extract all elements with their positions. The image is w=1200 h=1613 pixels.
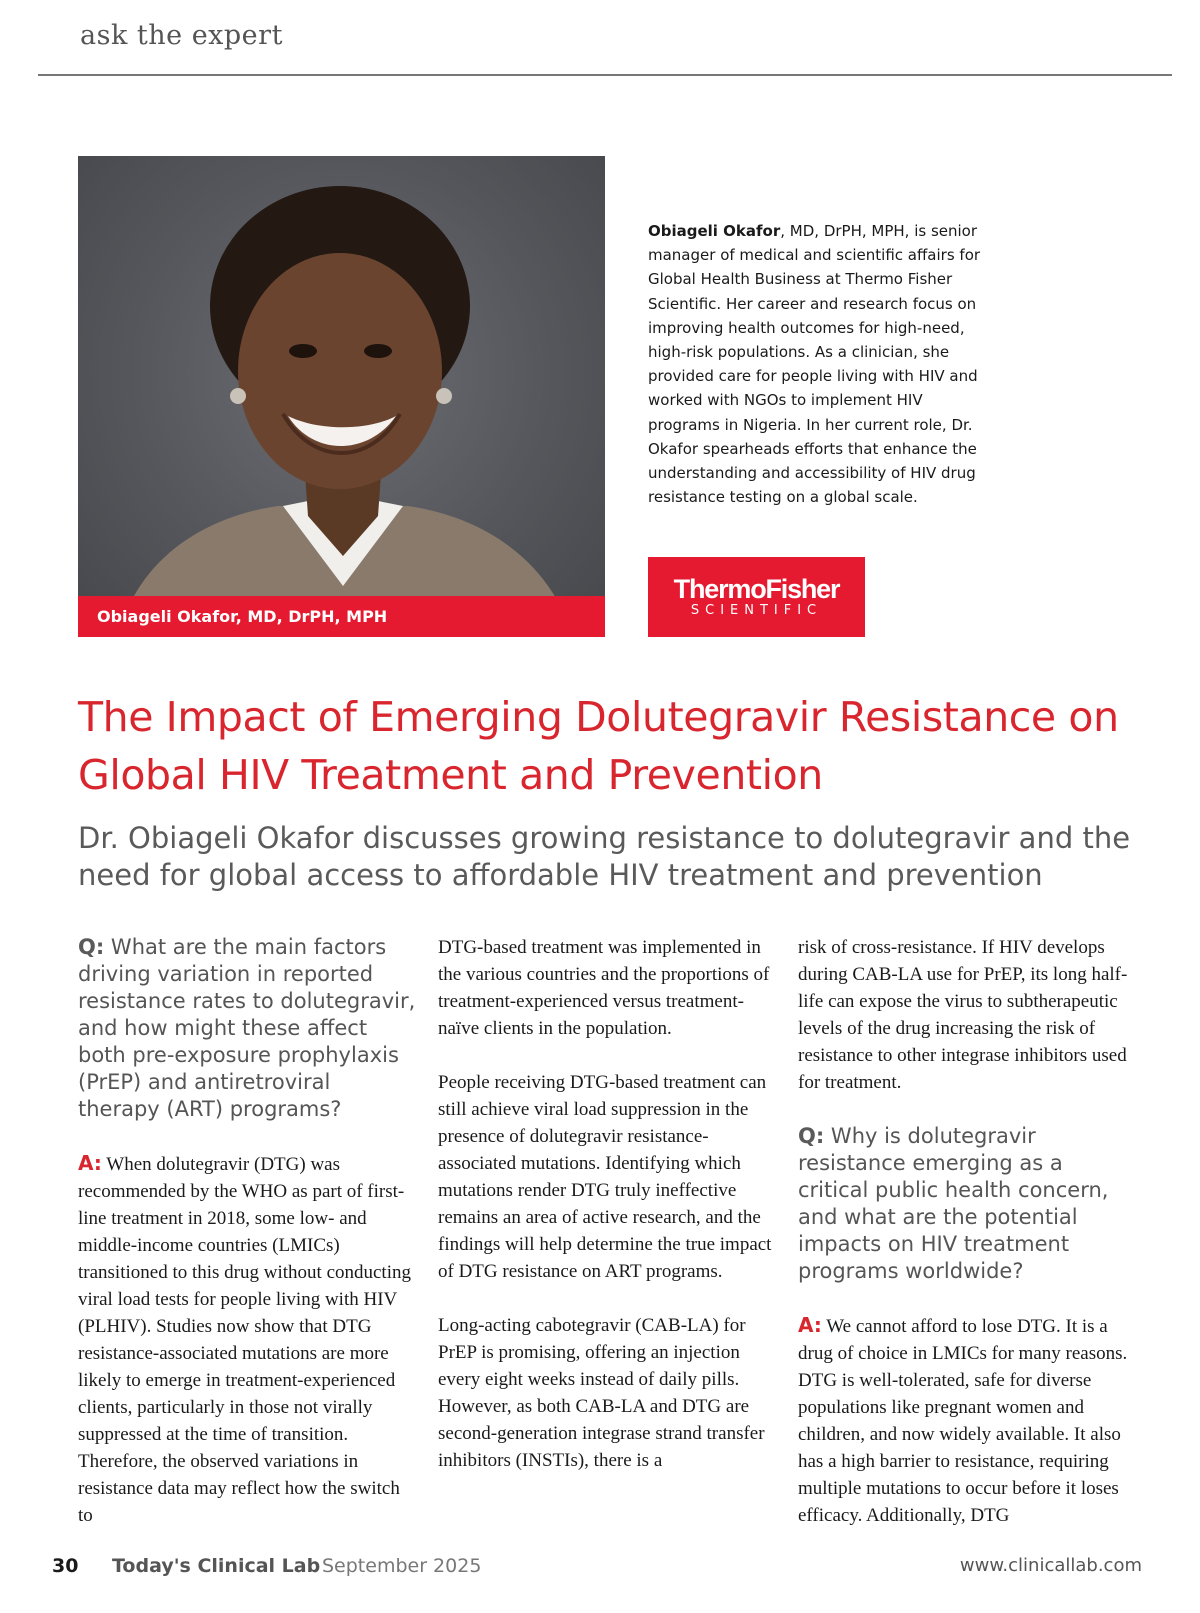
page-number: 30 [52,1555,79,1577]
portrait-illustration [78,156,605,637]
header-divider [38,74,1172,76]
column-2 [438,934,778,1501]
page-footer [52,1555,1142,1585]
column-3 [798,934,1138,1556]
paragraph: DTG-based treatment was implemented in the various countries and the proportions of treatment-experienced versus treatment-naïve clients in the population. [438,937,770,1039]
thermo-fisher-logo [648,557,865,637]
answer-text: When dolutegravir (DTG) was recommended by the WHO as part of first-line treatment in 2018, some low- and middle-income countries (LMICs) transitioned to this drug without conducting viral load tests for people living with HIV (PLHIV). Studies now show that DTG resistance-associated mutations are more likely to emerge in treatment-experienced clients, particularly in those not virally suppressed at the time of transition. Therefore, the observed variations in resistance data may reflect how the switch to [78,1154,411,1526]
paragraph: risk of cross-resistance. If HIV develops during CAB-LA use for PrEP, its long half-life can expose the virus to subtherapeutic levels of the drug increasing the risk of resistance to other integrase inhibitors used for treatment. [798,937,1128,1093]
answer-2 [798,1312,1138,1529]
magazine-name: Today's Clinical Lab [112,1555,321,1577]
question-1 [78,934,418,1123]
portrait-photo [78,156,605,637]
article-title: The Impact of Emerging Dolutegravir Resistance on Global HIV Treatment and Prevention [78,693,1119,799]
answer-label: A: [798,1313,822,1337]
photo-caption: Obiageli Okafor, MD, DrPH, MPH [78,596,605,637]
answer-text: We cannot afford to lose DTG. It is a drug of choice in LMICs for many reasons. DTG is well-tolerated, safe for diverse populations like pregnant women and children, and now widely available. It also has a high barrier to resistance, requiring multiple mutations to occur before it loses efficacy. Additionally, DTG [798,1316,1128,1526]
bio-text: , MD, DrPH, MPH, is senior manager of medical and scientific affairs for Global Health Business at Thermo Fisher Scientific. Her career and research focus on improving health outcomes for high-need, high-risk populations. As a clinician, she provided care for people living with HIV and worked with NGOs to implement HIV programs in Nigeria. In her current role, Dr. Okafor spearheads efforts that enhance the understanding and accessibility of HIV drug resistance testing on a global scale. [648,222,981,507]
article-subtitle: Dr. Obiageli Okafor discusses growing resistance to dolutegravir and the need for global access to affordable HIV treatment and prevention [78,821,1131,892]
logo-line1: ThermoFisher [673,574,840,604]
section-label: ask the expert [80,20,283,51]
author-bio [648,219,983,509]
question-text: What are the main factors driving variation in reported resistance rates to dolutegravir, and how might these affect both pre-exposure prophylaxis (PrEP) and antiretroviral therapy (ART) programs? [78,935,416,1121]
paragraph: Long-acting cabotegravir (CAB-LA) for PrEP is promising, offering an injection every eight weeks instead of daily pills. However, as both CAB-LA and DTG are second-generation integrase strand transfer inhibitors (INSTIs), there is a [438,1315,765,1471]
question-label: Q: [798,1124,825,1148]
logo-line2: SCIENTIFIC [690,603,823,618]
answer-label: A: [78,1151,102,1175]
question-text: Why is dolutegravir resistance emerging as a critical public health concern, and what are the potential impacts on HIV treatment programs worldwide? [798,1124,1109,1283]
question-label: Q: [78,935,105,959]
answer-1 [78,1150,418,1529]
question-2 [798,1123,1138,1285]
column-1 [78,934,418,1556]
paragraph: People receiving DTG-based treatment can still achieve viral load suppression in the presence of dolutegravir resistance-associated mutations. Identifying which mutations render DTG truly ineffective remains an area of active research, and the findings will help determine the true impact of DTG resistance on ART programs. [438,1072,772,1282]
bio-name: Obiageli Okafor [648,222,781,240]
issue-date: September 2025 [322,1555,482,1577]
website-url: www.clinicallab.com [959,1555,1142,1576]
